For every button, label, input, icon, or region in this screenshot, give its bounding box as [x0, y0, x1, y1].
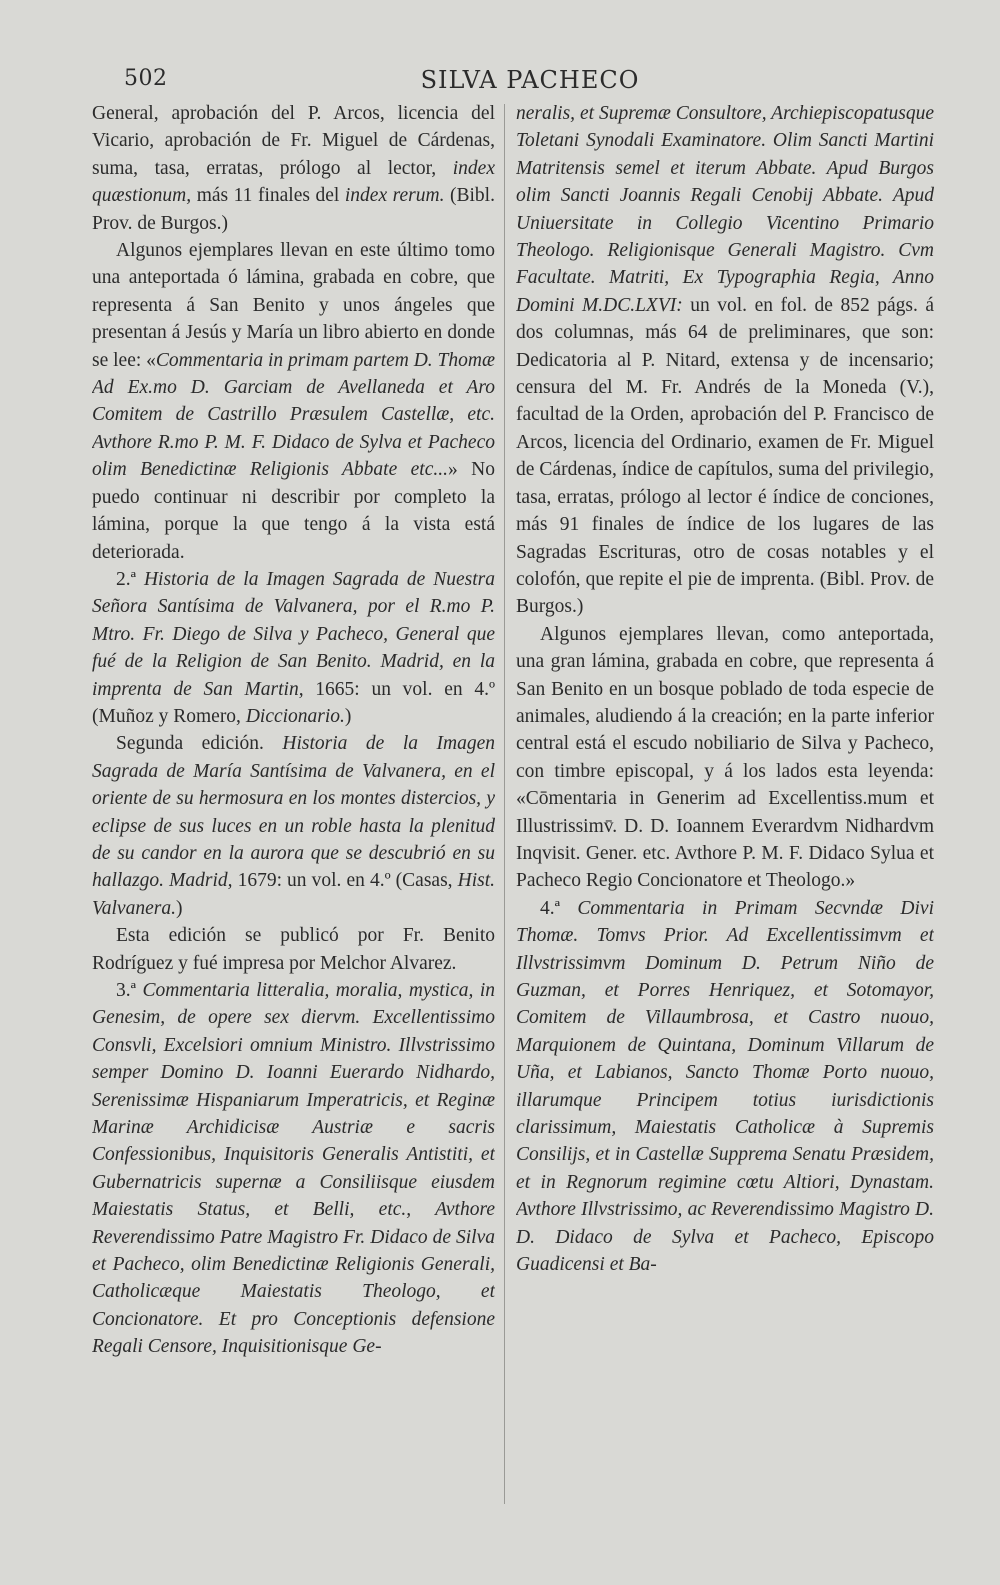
text-segment: (Bibl. Prov. de Burgos.): [92, 185, 495, 234]
text-segment: un vol. en fol. de 852 págs. á dos columnas, más 64 de preliminares, que son: Dedicatoria al P. Nitard, extensa y de incensario; censura del M. Fr. Andrés de la Moneda (V.), facultad de la Orden, aprobación del P. Francisco de Arcos, licencia del Ordinario, examen de Fr. Miguel de Cárdenas, índice de capítulos, suma del privilegio, tasa, erratas, prólogo al lector é índice de conciones, más 91 finales de índice de los lugares de las Sagradas Escrituras, otro de cosas notables y el colofón, que repite el pie de imprenta. (Bibl. Prov. de Burgos.): [516, 294, 934, 618]
text-segment: neralis, et Supremæ Consultore, Archiepiscopatusque Toletani Synodali Examinatore. Olim Sancti Martini Matritensis semel et iterum Abbate. Apud Burgos olim Sancti Joannis Regali Cenobij Abbate. Apud Uniuersitate in Collegio Vicentino Primario Theologo. Religionisque Generali Magistro. Cvm Facultate. Matriti, Ex Typographia Regia, Anno Domini M.DC.LXVI:: [516, 103, 934, 316]
text-segment: index quæstionum,: [92, 157, 495, 207]
text-segment: 1665: un vol. en 4.º (Muñoz y Romero,: [92, 678, 495, 727]
text-segment: ): [344, 705, 352, 727]
paragraph-p8: [516, 621, 934, 895]
paragraph-p1: [92, 100, 495, 237]
paragraph-p9: [516, 895, 934, 1279]
text-segment: 4.ª: [540, 897, 578, 919]
text-segment: Diccionario.: [245, 705, 345, 727]
column-divider: [504, 104, 505, 1504]
text-segment: 2.ª: [116, 568, 144, 590]
paragraph-p6: [92, 977, 495, 1361]
text-segment: » No puedo continuar ni describir por completo la lámina, porque la que tengo á la vista está deteriorada.: [92, 459, 495, 563]
text-segment: ): [175, 897, 183, 919]
text-segment: Historia de la Imagen Sagrada de Nuestra Señora Santísima de Valvanera, por el R.mo P. Mtro. Fr. Diego de Silva y Pacheco, General que fué de la Religion de San Benito. Madrid, en la imprenta de San Martin,: [92, 568, 495, 700]
page-number: 502: [124, 66, 168, 91]
paragraph-p5: [92, 922, 495, 977]
paragraph-p2: [92, 237, 495, 566]
paragraph-p4: [92, 730, 495, 922]
text-segment: Segunda edición.: [116, 733, 283, 755]
text-segment: 3.ª: [116, 980, 143, 1001]
text-segment: Algunos ejemplares llevan, como anteportada, una gran lámina, grabada en cobre, que representa á San Benito en un bosque poblado de toda especie de animales, aludiendo á la creación; en la parte inferior central está el escudo nobiliario de Silva y Pacheco, con timbre episcopal, y á los lados esta leyenda: «Cōmentaria in Generim ad Excellentiss.mum et Illustrissimv̄. D. D. Ioannem Everardvm Nidhardvm Inqvisit. Gener. etc. Avthore P. M. F. Didaco Sylua et Pacheco Regio Concionatore et Theologo.»: [516, 623, 934, 892]
left-column: [92, 100, 495, 1540]
text-segment: Commentaria in primam partem D. Thomæ Ad Ex.mo D. Garciam de Avellaneda et Aro Comitem de Castrillo Præsulem Castellæ, etc. Avthore R.mo P. M. F. Didaco de Sylva et Pacheco olim Benedictinæ Religionis Abbate etc...: [92, 349, 495, 481]
text-segment: Commentaria litteralia, moralia, mystica, in Genesim, de opere sex diervm. Excellentissimo Consvli, Excelsiori omnium Ministro. Illvstrissimo semper Domino D. Ioanni Euerardo Nidhardo, Serenissimæ Hispaniarum Imperatricis, et Reginæ Marinæ Archidicisæ Austriæ e sacris Confessionibus, Inquisitoris Generalis Antistiti, et Gubernatricis supernæ a Consiliisque eiusdem Maiestatis Status, et Belli, etc., Avthore Reverendissimo Patre Magistro Fr. Didaco de Silva et Pacheco, olim Benedictinæ Religionis Generali, Catholicæque Maiestatis Theologo, et Concionatore. Et pro Conceptionis defensione Regali Censore, Inquisitionisque Ge-: [92, 980, 495, 1358]
running-head: SILVA PACHECO: [420, 66, 640, 94]
text-segment: index rerum.: [344, 185, 445, 207]
text-segment: Esta edición se publicó por Fr. Benito Rodríguez y fué impresa por Melchor Alvarez.: [92, 925, 495, 974]
text-segment: 1679: un vol. en 4.º (Casas,: [232, 870, 458, 892]
text-segment: Hist. Valvanera.: [92, 870, 495, 919]
right-column: [516, 100, 934, 1540]
text-segment: Historia de la Imagen Sagrada de María Santísima de Valvanera, en el oriente de su hermosura en los montes distercios, y eclipse de sus luces en un roble hasta la plenitud de su candor en la aurora que se descubrió en su hallazgo. Madrid,: [92, 733, 495, 892]
paragraph-p7: [516, 100, 934, 621]
text-segment: Commentaria in Primam Secvndæ Divi Thomæ. Tomvs Prior. Ad Excellentissimvm et Illvstrissimvm Dominum D. Petrum Niño de Guzman, et Porres Henriquez, et Sotomayor, Comitem de Villaumbrosa, et Castro nuouo, Marquionem de Quintana, Dominum Villarum de Uña, et Labianos, Sancto Thomæ Porto nuouo, illarumque Principem totius iurisdictionis clarissimum, Maiestatis Catholicæ à Supremis Consilijs, et in Castellæ Supprema Senatu Præsidem, et in Regnorum regimine cœtu Altiori, Dynastam. Avthore Illvstrissimo, ac Reverendissimo Magistro D. D. Didaco de Sylva et Pacheco, Episcopo Guadicensi et Ba-: [516, 897, 934, 1276]
text-segment: más 11 finales del: [191, 185, 345, 207]
paragraph-p3: [92, 566, 495, 730]
text-segment: Algunos ejemplares llevan en este último tomo una anteportada ó lámina, grabada en cobre, que representa á San Benito y unos ángeles que presentan á Jesús y María un libro abierto en donde se lee: «: [92, 240, 495, 371]
text-segment: General, aprobación del P. Arcos, licencia del Vicario, aprobación de Fr. Miguel de Cárdenas, suma, tasa, erratas, prólogo al lector,: [92, 103, 495, 179]
